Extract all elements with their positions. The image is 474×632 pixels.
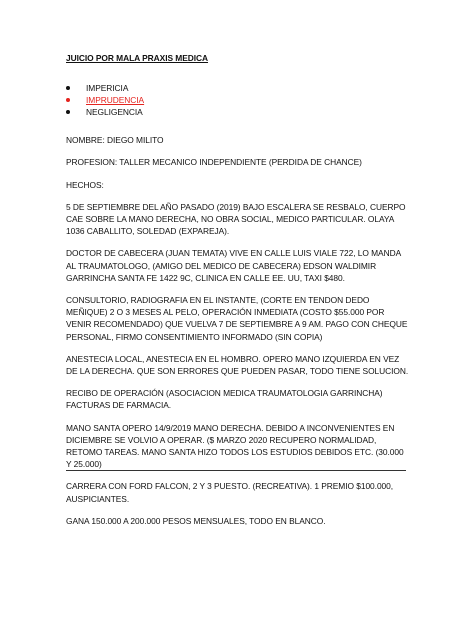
paragraph: RECIBO DE OPERACIÓN (ASOCIACION MEDICA TRAUMATOLOGIA GARRINCHA) FACTURAS DE FARMACIA. [66,388,383,411]
paragraph: GANA 150.000 A 200.000 PESOS MENSUALES, TODO EN BLANCO. [66,515,326,526]
bullet-list [66,82,411,118]
list-item [66,106,411,118]
list-item-label: IMPRUDENCIA [86,95,145,106]
profession-line: PROFESION: TALLER MECANICO INDEPENDIENTE (PERDIDA DE CHANCE) [66,157,362,168]
horizontal-rule [66,470,406,471]
bullet-icon [66,98,70,102]
paragraph: DOCTOR DE CABECERA (JUAN TEMATA) VIVE EN CALLE LUIS VIALE 722, LO MANDA AL TRAUMATOLOGO, (AMIGO DEL MEDICO DE CABECERA) EDSON WALDIMIR GARRINCHA SANTA FE 1422 9C, CLINICA EN CALLE EE. UU, TAXI $480. [66,248,401,283]
paragraph: CARRERA CON FORD FALCON, 2 Y 3 PUESTO. (RECREATIVA). 1 PREMIO $100.000, AUSPICIANTES. [66,481,394,504]
name-line: NOMBRE: DIEGO MILITO [66,135,164,146]
list-item-label: IMPERICIA [86,83,129,94]
paragraph: MANO SANTA OPERO 14/9/2019 MANO DERECHA. DEBIDO A INCONVENIENTES EN DICIEMBRE SE VOLVIO A OPERAR. ($ MARZO 2020 RECUPERO NORMALIDAD, RETOMO TAREAS. MANO SANTA HIZO TODOS LOS ESTUDIOS DEBIDOS ETC. (30.000 Y 25.000) [66,422,404,470]
list-item [66,82,411,94]
paragraph: 5 DE SEPTIEMBRE DEL AÑO PASADO (2019) BAJO ESCALERA SE RESBALO, CUERPO CAE SOBRE LA MANO DERECHA, NO OBRA SOCIAL, MEDICO PARTICULAR. OLAYA 1036 CABALLITO, SOLEDAD (EXPAREJA). [66,201,406,237]
list-item-label: NEGLIGENCIA [86,107,143,118]
document-title: JUICIO POR MALA PRAXIS MEDICA [66,53,209,63]
bullet-icon [66,110,70,114]
list-item [66,94,411,106]
document-body [66,52,411,537]
paragraph: CONSULTORIO, RADIOGRAFIA EN EL INSTANTE, (CORTE EN TENDON DEDO MEÑIQUE) 2 O 3 MESES AL PELO, OPERACIÓN INMEDIATA (COSTO $55.000 POR VENIR RECOMENDADO) QUE VUELVA 7 DE SEPTIEMBRE A 9 AM. PAGO CON CHEQUE PERSONAL, FIRMO CONSENTIMIENTO INFORMADO (SIN COPIA) [66,295,408,342]
facts-heading: HECHOS: [66,179,104,190]
paragraph: ANESTECIA LOCAL, ANESTECIA EN EL HOMBRO. OPERO MANO IZQUIERDA EN VEZ DE LA DERECHA. QUE SON ERRORES QUE PUEDEN PASAR, TODO TIENE SOLUCION. [66,353,409,377]
bullet-icon [66,86,70,90]
